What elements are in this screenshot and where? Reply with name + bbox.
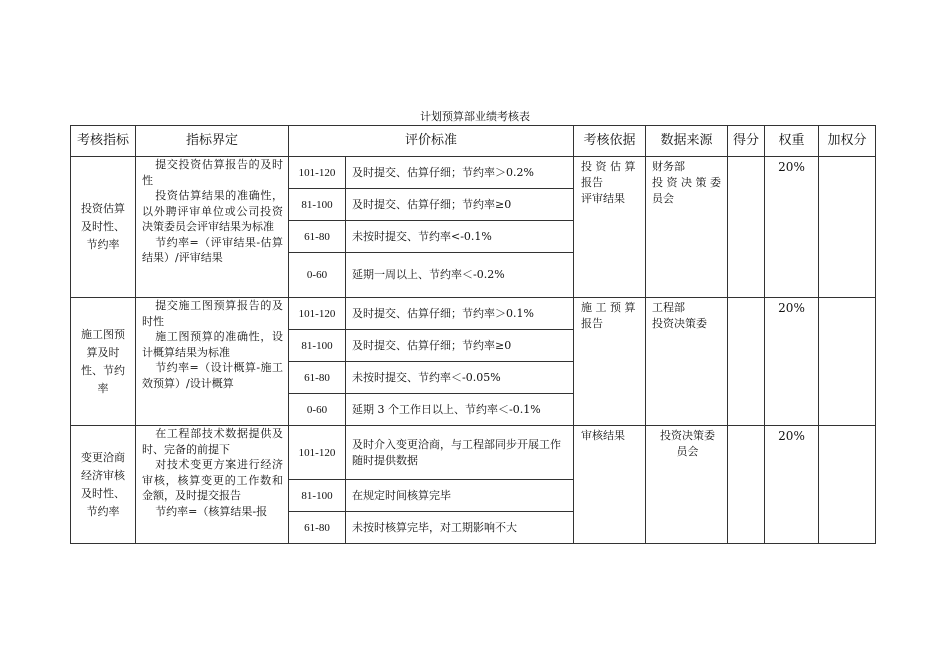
definition-cell bbox=[136, 426, 289, 544]
header-score: 得分 bbox=[728, 126, 765, 157]
source-cell bbox=[646, 157, 728, 298]
definition-line: 提交投资估算报告的及时性 bbox=[142, 158, 283, 187]
definition-line: 节约率=（评审结果-估算结果）/评审结果 bbox=[142, 235, 283, 264]
header-weight: 权重 bbox=[765, 126, 819, 157]
text-line: 节约率 bbox=[86, 504, 120, 518]
score-range: 81-100 bbox=[289, 330, 346, 362]
definition-line: 节约率=（设计概算-施工效预算）/设计概算 bbox=[142, 361, 283, 390]
score-range: 0-60 bbox=[289, 253, 346, 298]
table-body bbox=[71, 157, 876, 544]
text-line: 未按时提交、节约率＜-0.05% bbox=[352, 370, 501, 384]
basis-cell bbox=[574, 298, 646, 426]
score-range: 81-100 bbox=[289, 480, 346, 512]
criteria-text bbox=[346, 394, 574, 426]
criteria-text bbox=[346, 157, 574, 189]
score-range: 61-80 bbox=[289, 512, 346, 544]
text-line: 未按时提交、节约率<-0.1% bbox=[352, 229, 492, 243]
criteria-text bbox=[346, 189, 574, 221]
definition-cell bbox=[136, 157, 289, 298]
definition-line: 施工图预算的准确性，设计概算结果为标准 bbox=[142, 330, 283, 359]
definition-cell bbox=[136, 298, 289, 426]
text-line: 及时提交、估算仔细；节约率≥0 bbox=[352, 197, 512, 211]
text-line: 变更洽商 bbox=[81, 450, 125, 464]
basis-cell bbox=[574, 426, 646, 544]
text-line: 审核结果 bbox=[581, 429, 626, 442]
text-line: 经济审核 bbox=[81, 468, 125, 482]
text-line: 性、节约 bbox=[81, 363, 125, 377]
source-cell bbox=[646, 426, 728, 544]
definition-line: 提交施工图预算报告的及时性 bbox=[142, 299, 283, 328]
score-range: 101-120 bbox=[289, 426, 346, 480]
header-criteria: 评价标准 bbox=[289, 126, 574, 157]
text-line: 投 资 决 策 委 bbox=[652, 176, 722, 189]
score-range: 0-60 bbox=[289, 394, 346, 426]
text-line: 报告 bbox=[581, 176, 604, 189]
table-row bbox=[71, 157, 876, 189]
basis-cell bbox=[574, 157, 646, 298]
weight-cell: 20% bbox=[765, 157, 819, 298]
text-line: 及时提交、估算仔细；节约率≥0 bbox=[352, 338, 512, 352]
text-line: 报告 bbox=[581, 317, 604, 330]
header-indicator: 考核指标 bbox=[71, 126, 136, 157]
indicator-cell bbox=[71, 157, 136, 298]
text-line: 投 资 估 算 bbox=[581, 160, 636, 173]
text-line: 评审结果 bbox=[581, 192, 626, 205]
definition-line: 对技术变更方案进行经济审核，核算变更的工作数和金额，及时提交报告 bbox=[142, 458, 283, 502]
table-row bbox=[71, 426, 876, 480]
text-line: 及时提交、估算仔细；节约率＞0.1% bbox=[352, 306, 534, 320]
text-line: 投资决策委 bbox=[660, 429, 716, 442]
header-weighted: 加权分 bbox=[819, 126, 876, 157]
definition-line: 节约率=（核算结果-报 bbox=[155, 504, 268, 518]
score-range: 61-80 bbox=[289, 362, 346, 394]
header-basis: 考核依据 bbox=[574, 126, 646, 157]
text-line: 未按时核算完毕，对工期影响不大 bbox=[352, 520, 517, 534]
header-row bbox=[71, 126, 876, 157]
text-line: 在规定时间核算完毕 bbox=[352, 488, 451, 502]
source-cell bbox=[646, 298, 728, 426]
criteria-text bbox=[346, 426, 574, 480]
weight-cell: 20% bbox=[765, 426, 819, 544]
text-line: 施 工 预 算 bbox=[581, 301, 636, 314]
text-line: 率 bbox=[97, 381, 109, 395]
score-cell bbox=[728, 426, 765, 544]
weighted-score-cell bbox=[819, 298, 876, 426]
text-line: 员会 bbox=[676, 445, 699, 458]
text-line: 财务部 bbox=[652, 160, 686, 173]
table-row bbox=[71, 298, 876, 330]
text-line: 及时提交、估算仔细；节约率＞0.2% bbox=[352, 165, 534, 179]
page-title: 计划预算部业绩考核表 bbox=[420, 110, 530, 123]
score-cell bbox=[728, 157, 765, 298]
text-line: 工程部 bbox=[652, 301, 686, 314]
text-line: 延期一周以上、节约率＜-0.2% bbox=[352, 268, 505, 281]
score-range: 101-120 bbox=[289, 157, 346, 189]
text-line: 及时介入变更洽商，与工程部同步开展工作 bbox=[352, 437, 561, 451]
criteria-text bbox=[346, 480, 574, 512]
score-range: 101-120 bbox=[289, 298, 346, 330]
text-line: 随时提供数据 bbox=[352, 453, 418, 467]
indicator-cell bbox=[71, 298, 136, 426]
score-range: 61-80 bbox=[289, 221, 346, 253]
header-source: 数据来源 bbox=[646, 126, 728, 157]
weighted-score-cell bbox=[819, 157, 876, 298]
score-range: 81-100 bbox=[289, 189, 346, 221]
weighted-score-cell bbox=[819, 426, 876, 544]
definition-line: 在工程部技术数据提供及时、完备的前提下 bbox=[142, 427, 283, 456]
weight-cell: 20% bbox=[765, 298, 819, 426]
indicator-cell bbox=[71, 426, 136, 544]
score-cell bbox=[728, 298, 765, 426]
definition-line: 投资估算结果的准确性，以外聘评审单位或公司投资决策委员会评审结果为标准 bbox=[142, 189, 283, 233]
criteria-text bbox=[346, 362, 574, 394]
text-line: 投资估算 bbox=[81, 202, 125, 215]
criteria-text bbox=[346, 298, 574, 330]
text-line: 及时性、 bbox=[81, 486, 125, 500]
text-line: 投资决策委 bbox=[652, 317, 708, 330]
text-line: 施工图预 bbox=[81, 327, 125, 341]
text-line: 延期 3 个工作日以上、节约率＜-0.1% bbox=[352, 402, 541, 416]
text-line: 及时性、 bbox=[81, 220, 125, 233]
assessment-table bbox=[70, 125, 876, 544]
criteria-text bbox=[346, 221, 574, 253]
criteria-text bbox=[346, 330, 574, 362]
criteria-text bbox=[346, 253, 574, 298]
criteria-text bbox=[346, 512, 574, 544]
text-line: 节约率 bbox=[86, 238, 120, 251]
text-line: 算及时 bbox=[86, 345, 120, 359]
header-definition: 指标界定 bbox=[136, 126, 289, 157]
text-line: 员会 bbox=[652, 192, 675, 205]
